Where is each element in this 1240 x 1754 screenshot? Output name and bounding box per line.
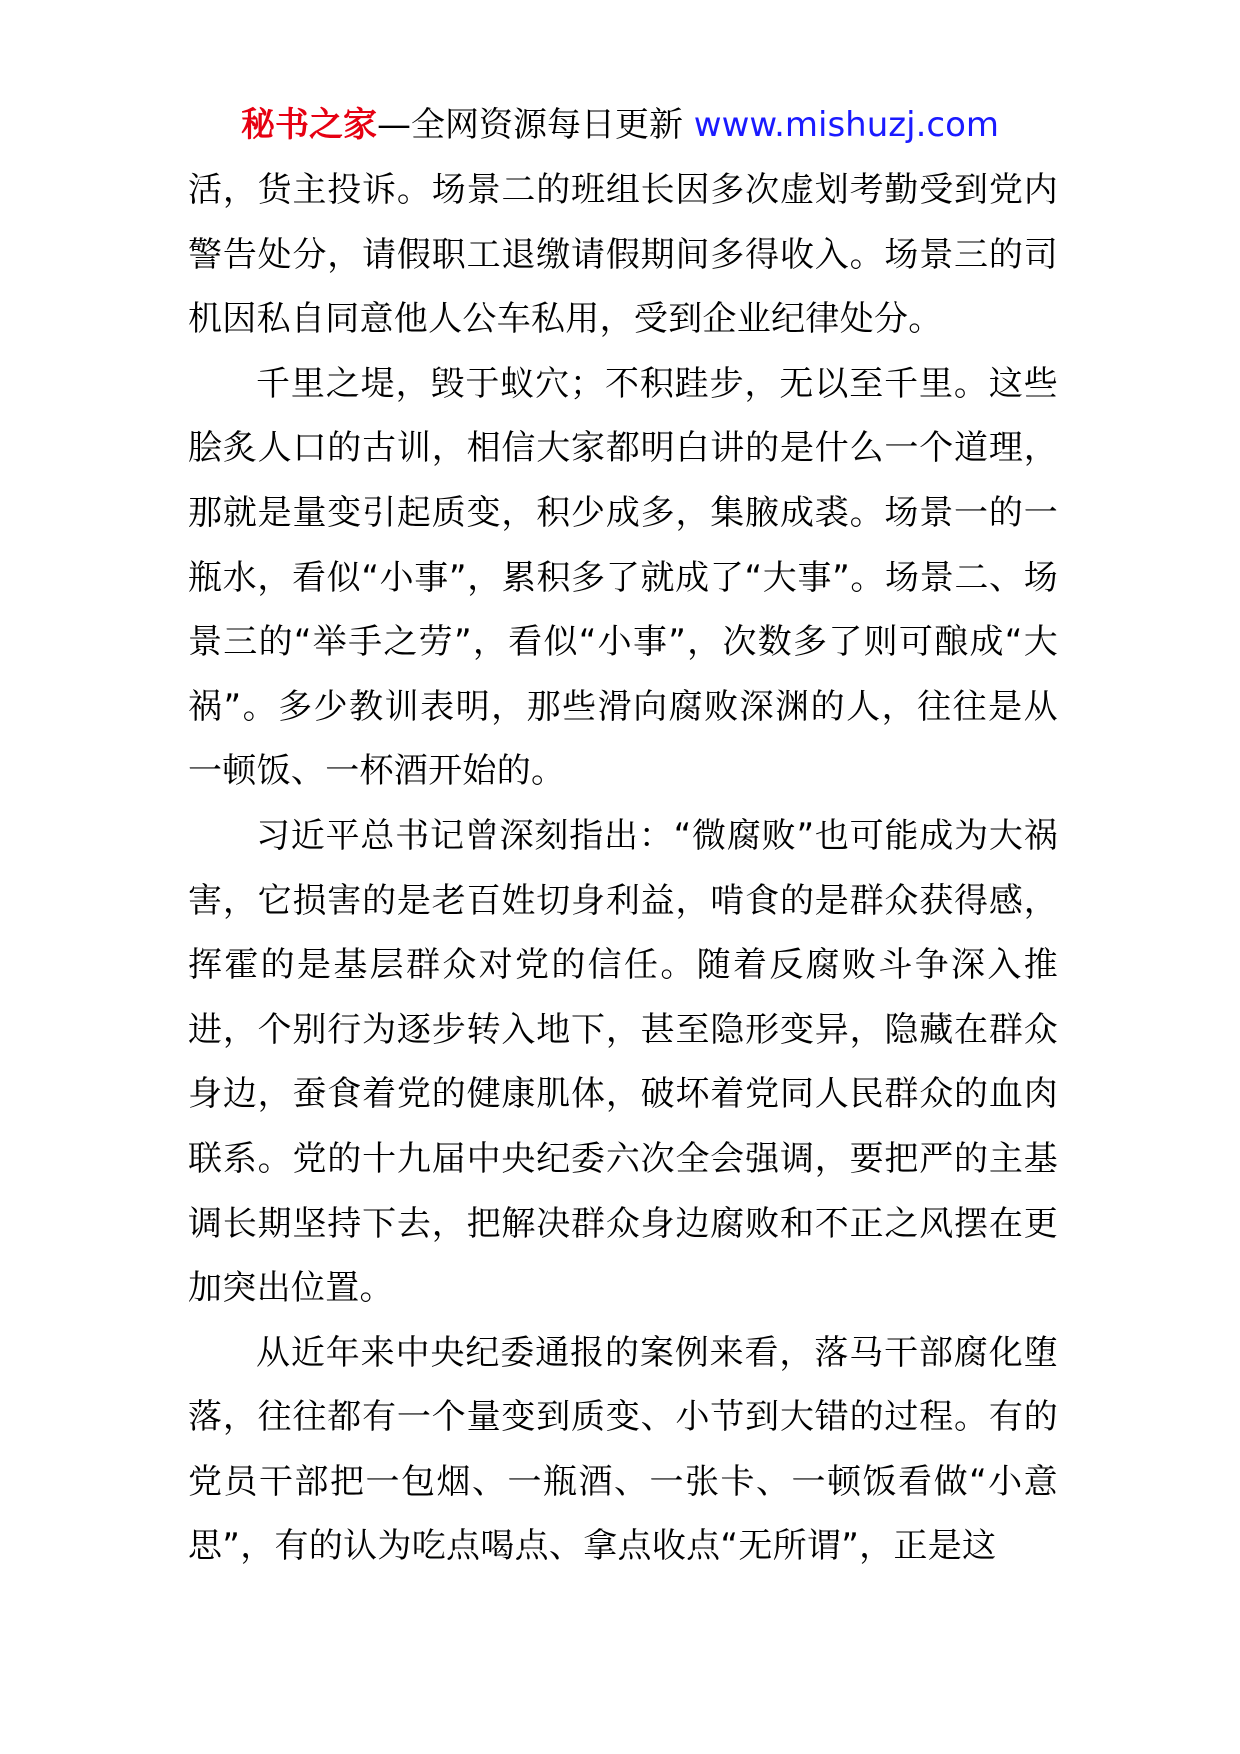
paragraph: 从近年来中央纪委通报的案例来看，落马干部腐化堕落，往往都有一个量变到质变、小节到大错的过程。有的党员干部把一包烟、一瓶酒、一张卡、一顿饭看做“小意思”，有的认为吃点喝点、拿点收点“无所谓”，正是这 (188, 1332, 1058, 1567)
page-header (0, 98, 1240, 152)
paragraph: 千里之堤，毁于蚁穴；不积跬步，无以至千里。这些脍炙人口的古训，相信大家都明白讲的是什么一个道理，那就是量变引起质变，积少成多，集腋成裘。场景一的一瓶水，看似“小事”，累积多了就成了“大事”。场景二、场景三的“举手之劳”，看似“小事”，次数多了则可酿成“大祸”。多少教训表明，那些滑向腐败深渊的人，往往是从一顿饭、一杯酒开始的。 (188, 363, 1058, 792)
brand-name: 秘书之家 (240, 105, 377, 145)
site-url-link[interactable]: www.mishuzj.com (682, 105, 999, 145)
header-tagline: —全网资源每日更新 (376, 105, 683, 145)
document-body (188, 158, 1058, 1579)
paragraph-continued: 活，货主投诉。场景二的班组长因多次虚划考勤受到党内警告处分，请假职工退缴请假期间多得收入。场景三的司机因私自同意他人公车私用，受到企业纪律处分。 (188, 170, 1058, 340)
paragraph: 习近平总书记曾深刻指出：“微腐败”也可能成为大祸害，它损害的是老百姓切身利益，啃食的是群众获得感，挥霍的是基层群众对党的信任。随着反腐败斗争深入推进，个别行为逐步转入地下，甚至隐形变异，隐藏在群众身边，蚕食着党的健康肌体，破坏着党同人民群众的血肉联系。党的十九届中央纪委六次全会强调，要把严的主基调长期坚持下去，把解决群众身边腐败和不正之风摆在更加突出位置。 (188, 815, 1058, 1309)
